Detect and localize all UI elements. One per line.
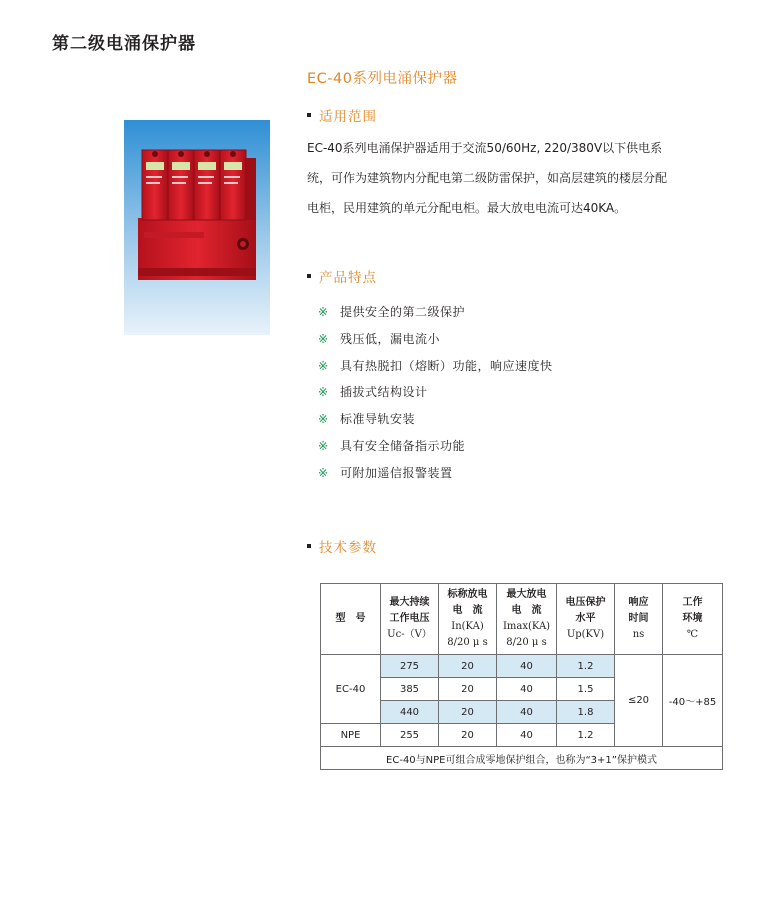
env-cell: -40～+85 — [663, 655, 723, 747]
header-up: 电压保护 水平 Up(KV) — [557, 584, 615, 655]
header-env: 工作 环境 ℃ — [663, 584, 723, 655]
imax-cell: 40 — [497, 678, 557, 701]
reference-mark-icon: ※ — [318, 438, 329, 453]
scope-heading-label: 适用范围 — [319, 109, 377, 125]
in-cell: 20 — [439, 655, 497, 678]
imax-cell: 40 — [497, 701, 557, 724]
feature-text: 可附加遥信报警装置 — [340, 465, 453, 480]
product-title: EC-40系列电涌保护器 — [307, 71, 458, 87]
feature-text: 具有安全储备指示功能 — [340, 438, 466, 453]
feature-text: 具有热脱扣（熔断）功能，响应速度快 — [340, 358, 553, 373]
spec-header-row — [321, 584, 723, 655]
uc-cell: 255 — [381, 724, 439, 747]
uc-cell: 385 — [381, 678, 439, 701]
reference-mark-icon: ※ — [318, 385, 329, 400]
reference-mark-icon: ※ — [318, 358, 329, 373]
header-uc: 最大持续 工作电压 Uc-（V） — [381, 584, 439, 655]
header-imax: 最大放电 电 流 Imax(KA) 8/20 μ s — [497, 584, 557, 655]
feature-list — [318, 303, 553, 491]
table-row — [321, 655, 723, 678]
reference-mark-icon: ※ — [318, 412, 329, 427]
uc-cell: 275 — [381, 655, 439, 678]
feature-item — [318, 357, 553, 384]
scope-heading — [307, 105, 377, 125]
heading-bullet — [307, 274, 311, 278]
up-cell: 1.8 — [557, 701, 615, 724]
features-heading-label: 产品特点 — [319, 270, 377, 286]
page-title: 第二级电涌保护器 — [52, 34, 196, 54]
up-cell: 1.5 — [557, 678, 615, 701]
scope-line: EC-40系列电涌保护器适用于交流50/60Hz, 220/380V以下供电系 — [307, 141, 663, 155]
specs-heading — [307, 536, 377, 556]
scope-text — [307, 133, 719, 223]
scope-line: 电柜，民用建筑的单元分配电柜。最大放电电流可达40KA。 — [307, 201, 627, 215]
model-cell: NPE — [321, 724, 381, 747]
feature-item — [318, 383, 553, 410]
table-note: EC-40与NPE可组合成零地保护组合，也称为“3+1”保护模式 — [321, 747, 723, 770]
in-cell: 20 — [439, 701, 497, 724]
model-cell: EC-40 — [321, 655, 381, 724]
heading-bullet — [307, 113, 311, 117]
specs-heading-label: 技术参数 — [319, 540, 377, 556]
imax-cell: 40 — [497, 724, 557, 747]
feature-text: 标准导轨安装 — [340, 412, 416, 427]
up-cell: 1.2 — [557, 655, 615, 678]
in-cell: 20 — [439, 678, 497, 701]
up-cell: 1.2 — [557, 724, 615, 747]
header-model: 型 号 — [321, 584, 381, 655]
spec-table — [320, 583, 723, 770]
uc-cell: 440 — [381, 701, 439, 724]
feature-item — [318, 410, 553, 437]
features-heading — [307, 266, 377, 286]
header-response: 响应 时间 ns — [615, 584, 663, 655]
table-note-row — [321, 747, 723, 770]
reference-mark-icon: ※ — [318, 305, 329, 319]
reference-mark-icon: ※ — [318, 465, 329, 480]
reference-mark-icon: ※ — [318, 331, 329, 346]
feature-item — [318, 330, 553, 357]
feature-item — [318, 303, 553, 330]
product-image — [124, 120, 270, 335]
scope-line: 统，可作为建筑物内分配电第二级防雷保护，如高层建筑的楼层分配 — [307, 171, 668, 185]
feature-item — [318, 437, 553, 464]
feature-text: 提供安全的第二级保护 — [340, 305, 466, 319]
feature-item — [318, 464, 553, 491]
feature-text: 残压低，漏电流小 — [340, 331, 441, 346]
heading-bullet — [307, 544, 311, 548]
response-cell: ≤20 — [615, 655, 663, 747]
imax-cell: 40 — [497, 655, 557, 678]
in-cell: 20 — [439, 724, 497, 747]
feature-text: 插拔式结构设计 — [340, 385, 428, 400]
header-in: 标称放电 电 流 In(KA) 8/20 μ s — [439, 584, 497, 655]
